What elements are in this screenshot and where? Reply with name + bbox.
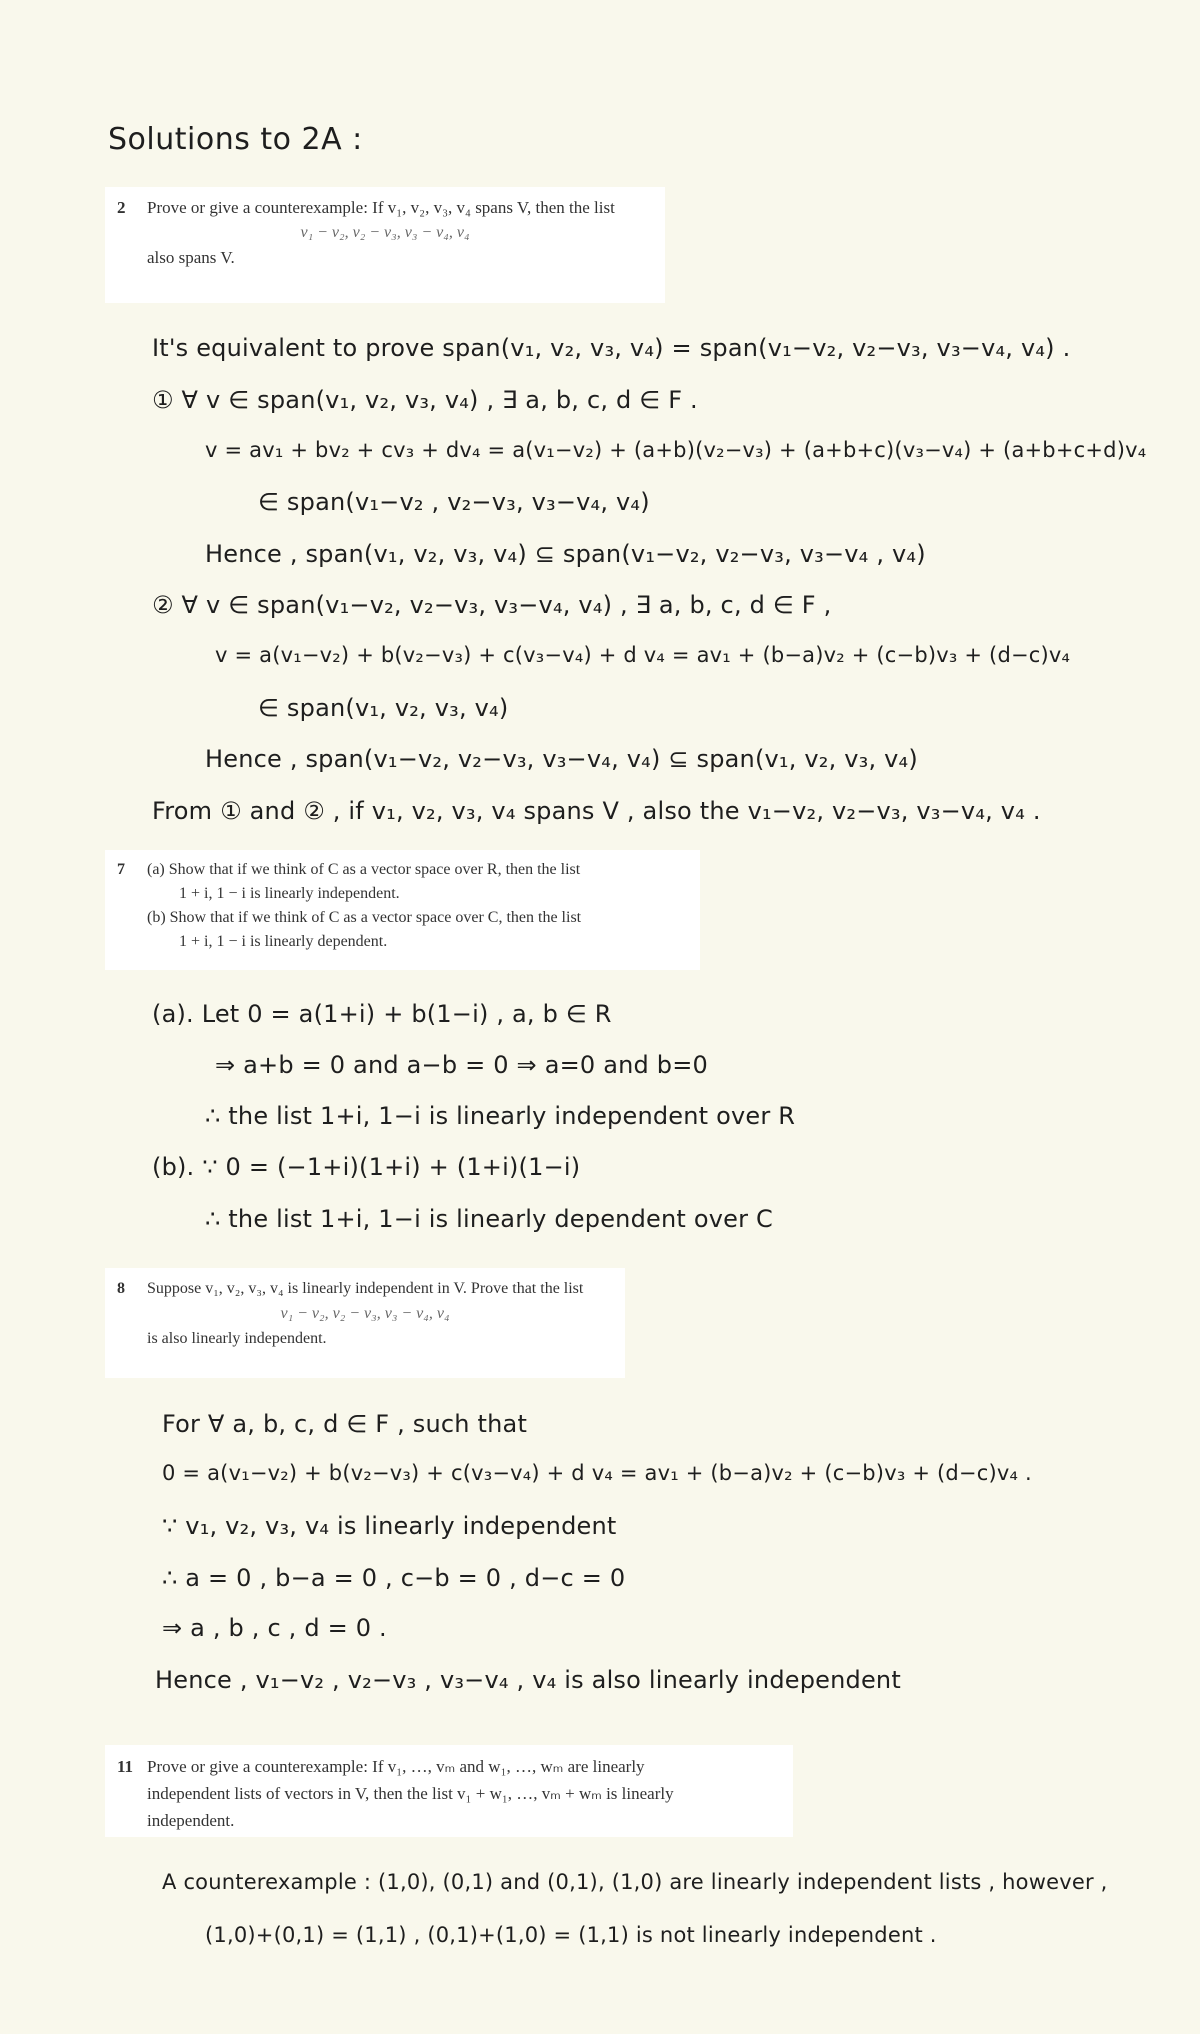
solution-line: A counterexample : (1,0), (0,1) and (0,1), (1,0) are linearly independent lists , however , <box>162 1870 1108 1894</box>
solution-line: ⇒ a , b , c , d = 0 . <box>162 1614 387 1642</box>
solution-line: ∈ span(v₁−v₂ , v₂−v₃, v₃−v₄, v₄) <box>258 488 650 516</box>
problem-line: independent lists of vectors in V, then the list v₁ + w₁, …, vₘ + wₘ is linearly <box>147 1784 674 1803</box>
solution-line: (a). Let 0 = a(1+i) + b(1−i) , a, b ∈ R <box>152 1000 612 1028</box>
problem-list: v₁ − v₂, v₂ − v₃, v₃ − v₄, v₄ <box>280 1305 450 1322</box>
problem-statement: Prove or give a counterexample: If v₁, v₂, v₃, v₄ spans V, then the list <box>147 198 615 217</box>
solution-line: (1,0)+(0,1) = (1,1) , (0,1)+(1,0) = (1,1) is not linearly independent . <box>205 1923 937 1947</box>
problem-part-a-cont: 1 + i, 1 − i is linearly independent. <box>179 885 400 902</box>
solution-line: ⇒ a+b = 0 and a−b = 0 ⇒ a=0 and b=0 <box>215 1051 708 1079</box>
problem-line: Prove or give a counterexample: If v₁, …, vₘ and w₁, …, wₘ are linearly <box>147 1757 645 1776</box>
problem-part-a: (a) Show that if we think of C as a vector space over R, then the list <box>147 861 581 878</box>
problem-tail: also spans V. <box>147 248 235 267</box>
solution-line: ∴ the list 1+i, 1−i is linearly dependent over C <box>205 1205 773 1233</box>
problem-number: 7 <box>117 861 125 878</box>
solution-line: It's equivalent to prove span(v₁, v₂, v₃, v₄) = span(v₁−v₂, v₂−v₃, v₃−v₄, v₄) . <box>152 334 1071 362</box>
solution-line: For ∀ a, b, c, d ∈ F , such that <box>162 1410 528 1438</box>
solution-line: From ① and ② , if v₁, v₂, v₃, v₄ spans V , also the v₁−v₂, v₂−v₃, v₃−v₄, v₄ . <box>152 797 1041 825</box>
problem-statement: Suppose v₁, v₂, v₃, v₄ is linearly independent in V. Prove that the list <box>147 1280 584 1297</box>
solution-line: Hence , span(v₁−v₂, v₂−v₃, v₃−v₄, v₄) ⊆ span(v₁, v₂, v₃, v₄) <box>205 745 918 773</box>
problem-8-box <box>105 1268 625 1378</box>
solution-line: ∈ span(v₁, v₂, v₃, v₄) <box>258 694 509 722</box>
solution-line: ∴ a = 0 , b−a = 0 , c−b = 0 , d−c = 0 <box>162 1564 626 1592</box>
problem-2-box <box>105 187 665 303</box>
problem-part-b: (b) Show that if we think of C as a vector space over C, then the list <box>147 909 582 926</box>
solution-line: v = a(v₁−v₂) + b(v₂−v₃) + c(v₃−v₄) + d v₄ = av₁ + (b−a)v₂ + (c−b)v₃ + (d−c)v₄ <box>215 643 1071 667</box>
solution-line: Hence , span(v₁, v₂, v₃, v₄) ⊆ span(v₁−v₂, v₂−v₃, v₃−v₄ , v₄) <box>205 540 926 568</box>
problem-number: 2 <box>117 198 126 217</box>
solution-line: ∵ v₁, v₂, v₃, v₄ is linearly independent <box>162 1512 617 1540</box>
solution-line: v = av₁ + bv₂ + cv₃ + dv₄ = a(v₁−v₂) + (a+b)(v₂−v₃) + (a+b+c)(v₃−v₄) + (a+b+c+d)v₄ <box>205 438 1147 462</box>
problem-tail: is also linearly independent. <box>147 1330 327 1347</box>
solution-line: ① ∀ v ∈ span(v₁, v₂, v₃, v₄) , ∃ a, b, c, d ∈ F . <box>152 386 698 414</box>
solution-line: Hence , v₁−v₂ , v₂−v₃ , v₃−v₄ , v₄ is also linearly independent <box>155 1666 901 1694</box>
solution-line: ∴ the list 1+i, 1−i is linearly independent over R <box>205 1102 796 1130</box>
solution-line: 0 = a(v₁−v₂) + b(v₂−v₃) + c(v₃−v₄) + d v₄ = av₁ + (b−a)v₂ + (c−b)v₃ + (d−c)v₄ . <box>162 1461 1032 1485</box>
problem-line: independent. <box>147 1811 235 1830</box>
solution-line: ② ∀ v ∈ span(v₁−v₂, v₂−v₃, v₃−v₄, v₄) , ∃ a, b, c, d ∈ F , <box>152 591 832 619</box>
problem-number: 8 <box>117 1280 125 1297</box>
problem-number: 11 <box>117 1757 134 1776</box>
problem-7-box <box>105 850 700 970</box>
problem-part-b-cont: 1 + i, 1 − i is linearly dependent. <box>179 933 388 950</box>
problem-11-box <box>105 1745 793 1837</box>
page-title: Solutions to 2A : <box>108 122 363 157</box>
solution-line: (b). ∵ 0 = (−1+i)(1+i) + (1+i)(1−i) <box>152 1153 581 1181</box>
problem-list: v₁ − v₂, v₂ − v₃, v₃ − v₄, v₄ <box>300 224 470 241</box>
